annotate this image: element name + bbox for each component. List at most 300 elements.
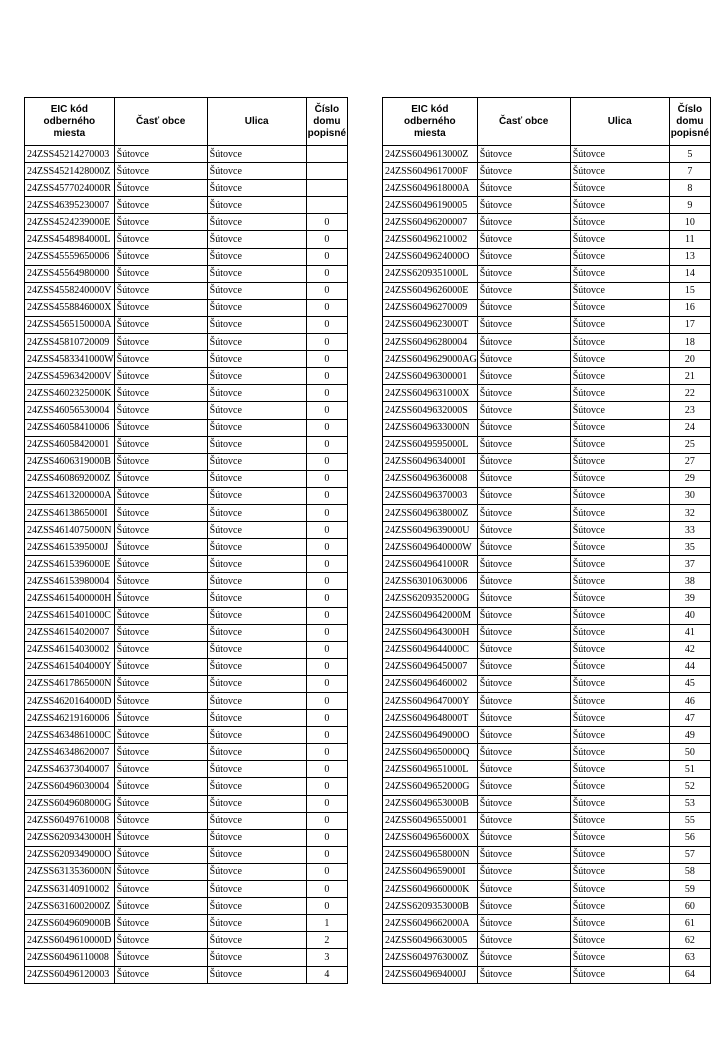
cell-house-number: 53 (669, 795, 710, 812)
cell-street: Šútovce (570, 846, 669, 863)
cell-part: Šútovce (114, 539, 207, 556)
cell-house-number: 16 (669, 299, 710, 316)
cell-part: Šútovce (114, 710, 207, 727)
cell-part: Šútovce (114, 248, 207, 265)
cell-street: Šútovce (207, 316, 306, 333)
cell-eic-code: 24ZSS46154020007 (25, 624, 115, 641)
cell-part: Šútovce (477, 573, 570, 590)
cell-eic-code: 24ZSS6049633000N (383, 419, 478, 436)
table-row (25, 607, 348, 624)
cell-street: Šútovce (207, 710, 306, 727)
cell-street: Šútovce (570, 624, 669, 641)
cell-house-number: 0 (306, 282, 347, 299)
cell-street: Šútovce (207, 966, 306, 983)
cell-eic-code: 24ZSS6049640000W (383, 539, 478, 556)
cell-part: Šútovce (114, 214, 207, 231)
cell-part: Šútovce (114, 146, 207, 163)
cell-street: Šútovce (207, 932, 306, 949)
header-eic: EIC kód odberného miesta (25, 98, 115, 146)
cell-street: Šútovce (570, 282, 669, 299)
cell-street: Šútovce (207, 282, 306, 299)
cell-house-number: 41 (669, 624, 710, 641)
cell-eic-code: 24ZSS6209352000G (383, 590, 478, 607)
table-row (383, 453, 711, 470)
table-row (25, 282, 348, 299)
cell-part: Šútovce (477, 522, 570, 539)
cell-house-number: 0 (306, 744, 347, 761)
cell-street: Šútovce (570, 214, 669, 231)
cell-eic-code: 24ZSS4524239000E (25, 214, 115, 231)
cell-street: Šútovce (570, 727, 669, 744)
table-row (383, 522, 711, 539)
cell-eic-code: 24ZSS6049632000S (383, 402, 478, 419)
cell-eic-code: 24ZSS6049659000I (383, 863, 478, 880)
cell-eic-code: 24ZSS6049609000B (25, 915, 115, 932)
cell-eic-code: 24ZSS4608692000Z (25, 470, 115, 487)
cell-street: Šútovce (570, 436, 669, 453)
cell-eic-code: 24ZSS6316002000Z (25, 898, 115, 915)
cell-house-number: 46 (669, 693, 710, 710)
table-row (383, 710, 711, 727)
cell-street: Šútovce (570, 453, 669, 470)
cell-eic-code: 24ZSS60496630005 (383, 932, 478, 949)
cell-street: Šútovce (207, 573, 306, 590)
cell-part: Šútovce (477, 949, 570, 966)
cell-street: Šútovce (570, 316, 669, 333)
cell-eic-code: 24ZSS4521428000Z (25, 163, 115, 180)
cell-part: Šútovce (477, 624, 570, 641)
cell-part: Šútovce (114, 812, 207, 829)
cell-house-number: 62 (669, 932, 710, 949)
cell-part: Šútovce (114, 368, 207, 385)
cell-street: Šútovce (207, 675, 306, 692)
cell-house-number: 27 (669, 453, 710, 470)
table-row (383, 539, 711, 556)
cell-street: Šútovce (207, 197, 306, 214)
cell-eic-code: 24ZSS6049638000Z (383, 504, 478, 521)
cell-part: Šútovce (114, 453, 207, 470)
table-row (383, 504, 711, 521)
table-row (25, 778, 348, 795)
header-eic: EIC kód odberného miesta (383, 98, 478, 146)
cell-part: Šútovce (477, 402, 570, 419)
cell-part: Šútovce (477, 146, 570, 163)
cell-eic-code: 24ZSS4596342000V (25, 368, 115, 385)
table-row (383, 863, 711, 880)
table-row (25, 436, 348, 453)
cell-part: Šútovce (114, 658, 207, 675)
cell-street: Šútovce (207, 778, 306, 795)
cell-street: Šútovce (207, 812, 306, 829)
cell-house-number: 0 (306, 385, 347, 402)
cell-house-number: 0 (306, 863, 347, 880)
cell-house-number: 0 (306, 812, 347, 829)
cell-house-number: 60 (669, 898, 710, 915)
cell-house-number: 9 (669, 197, 710, 214)
cell-eic-code: 24ZSS60496460002 (383, 675, 478, 692)
cell-street: Šútovce (207, 163, 306, 180)
cell-street: Šútovce (570, 829, 669, 846)
table-row (383, 316, 711, 333)
cell-eic-code: 24ZSS4617865000N (25, 675, 115, 692)
cell-house-number: 0 (306, 829, 347, 846)
table-row (25, 368, 348, 385)
cell-street: Šútovce (570, 966, 669, 983)
table-row (25, 385, 348, 402)
cell-eic-code: 24ZSS6049610000D (25, 932, 115, 949)
cell-house-number: 61 (669, 915, 710, 932)
cell-eic-code: 24ZSS6209349000O (25, 846, 115, 863)
cell-eic-code: 24ZSS4558240000V (25, 282, 115, 299)
cell-house-number: 63 (669, 949, 710, 966)
cell-part: Šútovce (477, 487, 570, 504)
table-row (25, 744, 348, 761)
cell-eic-code: 24ZSS60496270009 (383, 299, 478, 316)
cell-house-number: 0 (306, 556, 347, 573)
cell-eic-code: 24ZSS46058410006 (25, 419, 115, 436)
cell-eic-code: 24ZSS6209343000H (25, 829, 115, 846)
cell-street: Šútovce (570, 658, 669, 675)
table-row (383, 385, 711, 402)
cell-part: Šútovce (114, 744, 207, 761)
cell-house-number: 59 (669, 881, 710, 898)
cell-eic-code: 24ZSS6049662000A (383, 915, 478, 932)
table-row (25, 299, 348, 316)
cell-part: Šútovce (477, 761, 570, 778)
cell-part: Šútovce (114, 351, 207, 368)
cell-part: Šútovce (114, 180, 207, 197)
table-row (383, 351, 711, 368)
cell-street: Šútovce (207, 795, 306, 812)
cell-house-number: 0 (306, 316, 347, 333)
table-row (383, 487, 711, 504)
table-row (25, 675, 348, 692)
cell-street: Šútovce (207, 641, 306, 658)
cell-house-number: 42 (669, 641, 710, 658)
cell-eic-code: 24ZSS6049650000Q (383, 744, 478, 761)
cell-eic-code: 24ZSS6049652000G (383, 778, 478, 795)
cell-eic-code: 24ZSS4558846000X (25, 299, 115, 316)
cell-part: Šútovce (114, 556, 207, 573)
cell-street: Šútovce (207, 504, 306, 521)
cell-street: Šútovce (570, 812, 669, 829)
cell-house-number (306, 163, 347, 180)
cell-eic-code: 24ZSS6049624000O (383, 248, 478, 265)
cell-house-number: 11 (669, 231, 710, 248)
cell-part: Šútovce (477, 744, 570, 761)
cell-house-number: 29 (669, 470, 710, 487)
cell-eic-code: 24ZSS4613865000I (25, 504, 115, 521)
cell-eic-code: 24ZSS6049647000Y (383, 693, 478, 710)
cell-street: Šútovce (207, 881, 306, 898)
cell-eic-code: 24ZSS4602325000K (25, 385, 115, 402)
cell-house-number (306, 197, 347, 214)
cell-house-number: 0 (306, 573, 347, 590)
cell-part: Šútovce (477, 214, 570, 231)
cell-house-number: 0 (306, 453, 347, 470)
cell-eic-code: 24ZSS6049629000AG (383, 351, 478, 368)
table-row (383, 949, 711, 966)
cell-part: Šútovce (477, 607, 570, 624)
cell-street: Šútovce (570, 402, 669, 419)
cell-street: Šútovce (207, 385, 306, 402)
table-row (25, 915, 348, 932)
cell-eic-code: 24ZSS6049653000B (383, 795, 478, 812)
cell-eic-code: 24ZSS46373040007 (25, 761, 115, 778)
cell-eic-code: 24ZSS6049613000Z (383, 146, 478, 163)
cell-eic-code: 24ZSS45564980000 (25, 265, 115, 282)
cell-street: Šútovce (570, 915, 669, 932)
cell-part: Šútovce (114, 915, 207, 932)
cell-house-number: 39 (669, 590, 710, 607)
cell-house-number: 56 (669, 829, 710, 846)
table-row (383, 334, 711, 351)
cell-house-number: 0 (306, 402, 347, 419)
eic-table-right (382, 97, 711, 984)
cell-house-number: 51 (669, 761, 710, 778)
table-row (383, 761, 711, 778)
table-row (383, 436, 711, 453)
cell-house-number: 0 (306, 898, 347, 915)
cell-street: Šútovce (207, 299, 306, 316)
cell-street: Šútovce (207, 351, 306, 368)
cell-part: Šútovce (114, 316, 207, 333)
cell-eic-code: 24ZSS4606319000B (25, 453, 115, 470)
cell-part: Šútovce (114, 863, 207, 880)
cell-eic-code: 24ZSS6049617000F (383, 163, 478, 180)
table-row (25, 966, 348, 983)
cell-street: Šútovce (570, 881, 669, 898)
cell-house-number: 2 (306, 932, 347, 949)
cell-part: Šútovce (477, 282, 570, 299)
cell-street: Šútovce (570, 163, 669, 180)
header-number: Číslo domu popisné (306, 98, 347, 146)
cell-eic-code: 24ZSS4577024000R (25, 180, 115, 197)
table-row (25, 624, 348, 641)
cell-eic-code: 24ZSS46348620007 (25, 744, 115, 761)
cell-eic-code: 24ZSS4615396000E (25, 556, 115, 573)
table-row (25, 453, 348, 470)
table-row (383, 180, 711, 197)
table-row (383, 795, 711, 812)
cell-street: Šútovce (207, 214, 306, 231)
table-row (383, 282, 711, 299)
cell-eic-code: 24ZSS6049763000Z (383, 949, 478, 966)
cell-house-number: 57 (669, 846, 710, 863)
cell-part: Šútovce (477, 693, 570, 710)
cell-eic-code: 24ZSS6049642000M (383, 607, 478, 624)
table-row (383, 829, 711, 846)
cell-street: Šútovce (207, 419, 306, 436)
cell-street: Šútovce (570, 778, 669, 795)
cell-eic-code: 24ZSS6049694000J (383, 966, 478, 983)
cell-eic-code: 24ZSS6049641000R (383, 556, 478, 573)
table-row (25, 812, 348, 829)
cell-street: Šútovce (207, 846, 306, 863)
table-row (25, 419, 348, 436)
cell-street: Šútovce (207, 829, 306, 846)
cell-street: Šútovce (207, 624, 306, 641)
cell-house-number: 0 (306, 231, 347, 248)
cell-street: Šútovce (207, 539, 306, 556)
cell-part: Šútovce (477, 539, 570, 556)
cell-part: Šútovce (114, 334, 207, 351)
cell-house-number (306, 180, 347, 197)
cell-eic-code: 24ZSS6049631000X (383, 385, 478, 402)
cell-eic-code: 24ZSS63010630006 (383, 573, 478, 590)
cell-part: Šútovce (114, 470, 207, 487)
cell-part: Šútovce (114, 504, 207, 521)
cell-part: Šútovce (477, 299, 570, 316)
cell-eic-code: 24ZSS6049648000T (383, 710, 478, 727)
cell-street: Šútovce (207, 436, 306, 453)
table-row (25, 351, 348, 368)
cell-house-number: 7 (669, 163, 710, 180)
cell-house-number: 0 (306, 795, 347, 812)
table-row (25, 334, 348, 351)
cell-part: Šútovce (477, 778, 570, 795)
cell-street: Šútovce (570, 710, 669, 727)
cell-eic-code: 24ZSS46056530004 (25, 402, 115, 419)
table-row (25, 556, 348, 573)
table-row (383, 607, 711, 624)
table-row (383, 778, 711, 795)
cell-street: Šútovce (207, 949, 306, 966)
cell-street: Šútovce (207, 265, 306, 282)
cell-part: Šútovce (114, 675, 207, 692)
cell-street: Šútovce (570, 898, 669, 915)
cell-part: Šútovce (114, 829, 207, 846)
cell-house-number: 0 (306, 419, 347, 436)
cell-part: Šútovce (477, 590, 570, 607)
cell-eic-code: 24ZSS4615401000C (25, 607, 115, 624)
cell-eic-code: 24ZSS60497610008 (25, 812, 115, 829)
cell-part: Šútovce (114, 778, 207, 795)
cell-eic-code: 24ZSS60496210002 (383, 231, 478, 248)
cell-eic-code: 24ZSS4565150000A (25, 316, 115, 333)
header-row (25, 98, 348, 146)
table-row (25, 761, 348, 778)
cell-house-number: 0 (306, 265, 347, 282)
cell-part: Šútovce (114, 197, 207, 214)
table-row (383, 556, 711, 573)
cell-part: Šútovce (477, 419, 570, 436)
cell-part: Šútovce (477, 504, 570, 521)
cell-house-number: 24 (669, 419, 710, 436)
cell-street: Šútovce (570, 419, 669, 436)
cell-part: Šútovce (477, 453, 570, 470)
table-row (25, 573, 348, 590)
table-body-left (25, 146, 348, 984)
cell-street: Šútovce (207, 402, 306, 419)
table-row (25, 693, 348, 710)
header-part: Časť obce (477, 98, 570, 146)
cell-eic-code: 24ZSS6049660000K (383, 881, 478, 898)
cell-house-number: 4 (306, 966, 347, 983)
cell-part: Šútovce (114, 795, 207, 812)
cell-part: Šútovce (477, 641, 570, 658)
cell-part: Šútovce (477, 727, 570, 744)
cell-house-number: 47 (669, 710, 710, 727)
cell-street: Šútovce (570, 932, 669, 949)
cell-house-number: 14 (669, 265, 710, 282)
table-row (383, 248, 711, 265)
table-row (383, 419, 711, 436)
table-row (25, 146, 348, 163)
cell-house-number: 64 (669, 966, 710, 983)
cell-eic-code: 24ZSS46219160006 (25, 710, 115, 727)
cell-house-number: 0 (306, 675, 347, 692)
header-number: Číslo domu popisné (669, 98, 710, 146)
cell-house-number: 38 (669, 573, 710, 590)
cell-part: Šútovce (477, 675, 570, 692)
cell-house-number: 55 (669, 812, 710, 829)
eic-table-left (24, 97, 348, 984)
cell-street: Šútovce (570, 573, 669, 590)
cell-house-number: 0 (306, 470, 347, 487)
table-row (25, 898, 348, 915)
cell-eic-code: 24ZSS4615395000J (25, 539, 115, 556)
cell-part: Šútovce (477, 658, 570, 675)
table-row (25, 470, 348, 487)
cell-street: Šútovce (570, 368, 669, 385)
cell-street: Šútovce (570, 795, 669, 812)
cell-eic-code: 24ZSS4615404000Y (25, 658, 115, 675)
cell-house-number: 0 (306, 539, 347, 556)
cell-street: Šútovce (570, 504, 669, 521)
header-street: Ulica (207, 98, 306, 146)
cell-house-number: 52 (669, 778, 710, 795)
cell-eic-code: 24ZSS6049623000T (383, 316, 478, 333)
cell-house-number: 45 (669, 675, 710, 692)
cell-eic-code: 24ZSS6049608000G (25, 795, 115, 812)
cell-part: Šútovce (477, 710, 570, 727)
cell-house-number: 20 (669, 351, 710, 368)
table-row (383, 299, 711, 316)
cell-street: Šútovce (207, 487, 306, 504)
cell-house-number: 5 (669, 146, 710, 163)
cell-part: Šútovce (114, 949, 207, 966)
cell-house-number: 0 (306, 436, 347, 453)
cell-part: Šútovce (477, 351, 570, 368)
cell-street: Šútovce (570, 539, 669, 556)
table-row (25, 522, 348, 539)
table-row (25, 795, 348, 812)
cell-eic-code: 24ZSS6049643000H (383, 624, 478, 641)
cell-eic-code: 24ZSS60496120003 (25, 966, 115, 983)
cell-part: Šútovce (114, 163, 207, 180)
cell-eic-code: 24ZSS60496200007 (383, 214, 478, 231)
cell-part: Šútovce (114, 265, 207, 282)
cell-part: Šútovce (477, 863, 570, 880)
table-row (383, 675, 711, 692)
cell-house-number: 3 (306, 949, 347, 966)
cell-street: Šútovce (207, 180, 306, 197)
table-row (25, 504, 348, 521)
cell-part: Šútovce (114, 641, 207, 658)
table-row (25, 180, 348, 197)
cell-street: Šútovce (570, 693, 669, 710)
table-row (25, 932, 348, 949)
cell-house-number (306, 146, 347, 163)
cell-street: Šútovce (570, 334, 669, 351)
table-row (25, 316, 348, 333)
cell-street: Šútovce (570, 522, 669, 539)
cell-part: Šútovce (477, 915, 570, 932)
cell-house-number: 0 (306, 607, 347, 624)
cell-part: Šútovce (477, 248, 570, 265)
cell-eic-code: 24ZSS6049634000I (383, 453, 478, 470)
